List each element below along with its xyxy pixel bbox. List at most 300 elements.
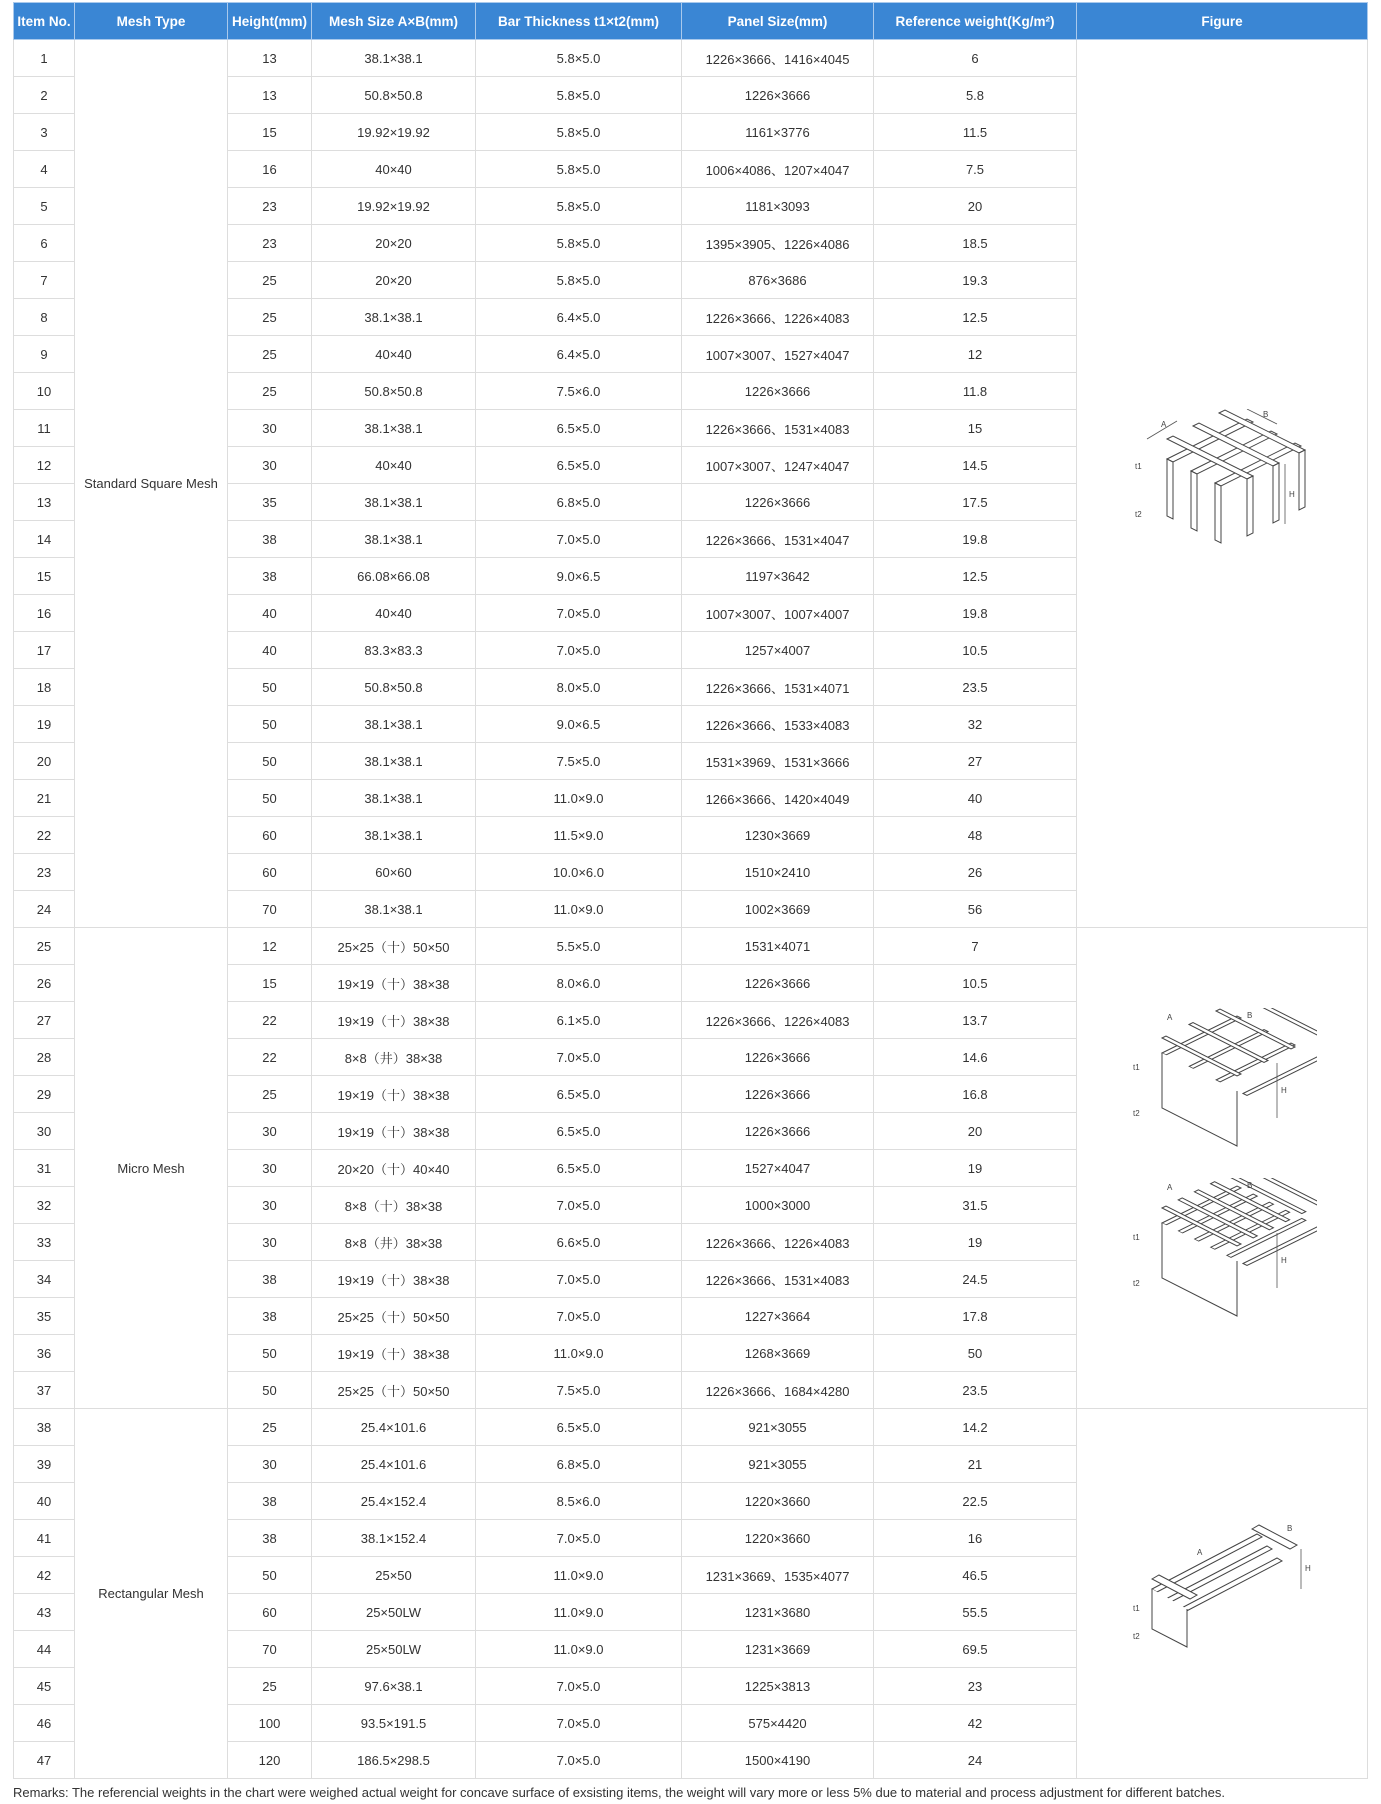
cell-height: 100 <box>228 1705 312 1742</box>
cell-panel-size: 1197×3642 <box>682 558 874 595</box>
cell-height: 30 <box>228 1187 312 1224</box>
cell-bar-thickness: 6.5×5.0 <box>476 1409 682 1446</box>
header-mesh-size: Mesh Size A×B(mm) <box>312 3 476 40</box>
cell-reference-weight: 42 <box>874 1705 1077 1742</box>
cell-panel-size: 1220×3660 <box>682 1520 874 1557</box>
cell-bar-thickness: 6.5×5.0 <box>476 447 682 484</box>
cell-bar-thickness: 7.0×5.0 <box>476 1705 682 1742</box>
cell-bar-thickness: 11.0×9.0 <box>476 1594 682 1631</box>
grating-bar-top <box>1243 1008 1317 1036</box>
cell-mesh-size: 38.1×38.1 <box>312 780 476 817</box>
cell-height: 25 <box>228 1076 312 1113</box>
cell-height: 15 <box>228 114 312 151</box>
dim-label-a: A <box>1167 1013 1173 1022</box>
cell-height: 23 <box>228 188 312 225</box>
cell-reference-weight: 12.5 <box>874 558 1077 595</box>
cell-height: 25 <box>228 373 312 410</box>
cell-panel-size: 1226×3666、1531×4047 <box>682 521 874 558</box>
cell-height: 40 <box>228 632 312 669</box>
cell-reference-weight: 14.2 <box>874 1409 1077 1446</box>
header-mesh-type: Mesh Type <box>75 3 228 40</box>
grating-bar-side <box>1299 450 1305 510</box>
cell-reference-weight: 15 <box>874 410 1077 447</box>
cell-bar-thickness: 6.5×5.0 <box>476 1076 682 1113</box>
cell-height: 70 <box>228 1631 312 1668</box>
cell-mesh-type: Standard Square Mesh <box>75 40 228 928</box>
dim-label-t1: t1 <box>1133 1063 1140 1072</box>
cell-mesh-size: 25.4×152.4 <box>312 1483 476 1520</box>
cell-height: 50 <box>228 1335 312 1372</box>
cell-reference-weight: 19 <box>874 1150 1077 1187</box>
cell-panel-size: 1225×3813 <box>682 1668 874 1705</box>
cell-mesh-size: 8×8（井）38×38 <box>312 1039 476 1076</box>
cell-mesh-size: 83.3×83.3 <box>312 632 476 669</box>
cell-mesh-size: 38.1×38.1 <box>312 299 476 336</box>
cell-mesh-size: 38.1×38.1 <box>312 484 476 521</box>
cell-item-no: 38 <box>14 1409 75 1446</box>
cell-mesh-size: 19×19（十）38×38 <box>312 965 476 1002</box>
cell-item-no: 13 <box>14 484 75 521</box>
cell-height: 50 <box>228 1557 312 1594</box>
cell-panel-size: 1226×3666 <box>682 373 874 410</box>
cell-bar-thickness: 6.4×5.0 <box>476 336 682 373</box>
cell-mesh-size: 19.92×19.92 <box>312 188 476 225</box>
cell-panel-size: 1226×3666 <box>682 1039 874 1076</box>
cell-mesh-size: 25×50 <box>312 1557 476 1594</box>
cell-reference-weight: 20 <box>874 188 1077 225</box>
cell-mesh-size: 60×60 <box>312 854 476 891</box>
cell-item-no: 39 <box>14 1446 75 1483</box>
cell-reference-weight: 11.5 <box>874 114 1077 151</box>
cell-reference-weight: 27 <box>874 743 1077 780</box>
cell-item-no: 15 <box>14 558 75 595</box>
cell-item-no: 1 <box>14 40 75 77</box>
cell-height: 30 <box>228 1113 312 1150</box>
cell-reference-weight: 55.5 <box>874 1594 1077 1631</box>
cell-mesh-size: 20×20 <box>312 225 476 262</box>
cell-height: 40 <box>228 595 312 632</box>
cell-height: 25 <box>228 336 312 373</box>
cell-bar-thickness: 6.1×5.0 <box>476 1002 682 1039</box>
cell-mesh-size: 19×19（十）38×38 <box>312 1076 476 1113</box>
cell-height: 25 <box>228 262 312 299</box>
square-mesh-grating-diagram-icon <box>1127 409 1317 559</box>
cell-reference-weight: 46.5 <box>874 1557 1077 1594</box>
dim-label-t2: t2 <box>1133 1279 1140 1288</box>
cell-item-no: 19 <box>14 706 75 743</box>
cell-item-no: 43 <box>14 1594 75 1631</box>
table-header-row <box>14 3 1368 40</box>
cell-panel-size: 1510×2410 <box>682 854 874 891</box>
cell-item-no: 46 <box>14 1705 75 1742</box>
cell-bar-thickness: 7.0×5.0 <box>476 1261 682 1298</box>
header-reference-weight: Reference weight(Kg/m²) <box>874 3 1077 40</box>
cell-height: 30 <box>228 1150 312 1187</box>
cell-bar-thickness: 11.0×9.0 <box>476 1557 682 1594</box>
cell-height: 15 <box>228 965 312 1002</box>
cell-item-no: 23 <box>14 854 75 891</box>
cell-mesh-type: Micro Mesh <box>75 928 228 1409</box>
cell-reference-weight: 16.8 <box>874 1076 1077 1113</box>
cell-reference-weight: 22.5 <box>874 1483 1077 1520</box>
cell-bar-thickness: 11.0×9.0 <box>476 780 682 817</box>
cell-bar-thickness: 5.8×5.0 <box>476 40 682 77</box>
cell-bar-thickness: 7.0×5.0 <box>476 632 682 669</box>
cell-figure <box>1077 928 1368 1409</box>
dim-label-b: B <box>1263 409 1269 419</box>
cell-mesh-size: 25×50LW <box>312 1631 476 1668</box>
cell-height: 60 <box>228 1594 312 1631</box>
cell-reference-weight: 5.8 <box>874 77 1077 114</box>
cell-reference-weight: 11.8 <box>874 373 1077 410</box>
cell-panel-size: 1226×3666 <box>682 965 874 1002</box>
cell-mesh-size: 19×19（十）38×38 <box>312 1113 476 1150</box>
cell-item-no: 20 <box>14 743 75 780</box>
cell-reference-weight: 12.5 <box>874 299 1077 336</box>
cell-item-no: 18 <box>14 669 75 706</box>
cell-reference-weight: 6 <box>874 40 1077 77</box>
cell-bar-thickness: 7.0×5.0 <box>476 1039 682 1076</box>
cell-reference-weight: 23.5 <box>874 669 1077 706</box>
header-height: Height(mm) <box>228 3 312 40</box>
cell-item-no: 27 <box>14 1002 75 1039</box>
cell-item-no: 5 <box>14 188 75 225</box>
cell-item-no: 40 <box>14 1483 75 1520</box>
cell-panel-size: 1531×4071 <box>682 928 874 965</box>
cell-item-no: 28 <box>14 1039 75 1076</box>
cell-height: 30 <box>228 447 312 484</box>
cell-mesh-size: 38.1×38.1 <box>312 706 476 743</box>
header-figure: Figure <box>1077 3 1368 40</box>
cell-height: 38 <box>228 558 312 595</box>
cell-height: 12 <box>228 928 312 965</box>
cell-reference-weight: 69.5 <box>874 1631 1077 1668</box>
grating-bar-side <box>1247 476 1253 536</box>
cell-panel-size: 1527×4047 <box>682 1150 874 1187</box>
cell-mesh-type: Rectangular Mesh <box>75 1409 228 1779</box>
cell-mesh-size: 19×19（十）38×38 <box>312 1335 476 1372</box>
dim-label-b: B <box>1247 1181 1253 1190</box>
rectangular-mesh-grating-diagram-icon <box>1127 1519 1317 1669</box>
cell-item-no: 8 <box>14 299 75 336</box>
cell-item-no: 9 <box>14 336 75 373</box>
cell-reference-weight: 21 <box>874 1446 1077 1483</box>
cell-bar-thickness: 7.0×5.0 <box>476 1520 682 1557</box>
cell-mesh-size: 25.4×101.6 <box>312 1409 476 1446</box>
cell-panel-size: 1226×3666、1226×4083 <box>682 1224 874 1261</box>
cell-height: 23 <box>228 225 312 262</box>
cell-reference-weight: 17.8 <box>874 1298 1077 1335</box>
cell-panel-size: 1181×3093 <box>682 188 874 225</box>
cell-height: 16 <box>228 151 312 188</box>
cell-item-no: 7 <box>14 262 75 299</box>
cell-bar-thickness: 11.0×9.0 <box>476 1335 682 1372</box>
cell-mesh-size: 66.08×66.08 <box>312 558 476 595</box>
cell-item-no: 36 <box>14 1335 75 1372</box>
cell-bar-thickness: 7.5×6.0 <box>476 373 682 410</box>
cell-reference-weight: 7.5 <box>874 151 1077 188</box>
cell-bar-thickness: 6.4×5.0 <box>476 299 682 336</box>
cell-height: 70 <box>228 891 312 928</box>
cell-bar-thickness: 6.8×5.0 <box>476 484 682 521</box>
cell-reference-weight: 19.8 <box>874 521 1077 558</box>
cell-bar-thickness: 5.8×5.0 <box>476 77 682 114</box>
cell-mesh-size: 38.1×38.1 <box>312 521 476 558</box>
cell-item-no: 14 <box>14 521 75 558</box>
dim-label-t2: t2 <box>1133 1631 1140 1641</box>
cell-reference-weight: 12 <box>874 336 1077 373</box>
micro-mesh-fine-grating-diagram-icon <box>1127 1178 1317 1328</box>
cell-mesh-size: 8×8（井）38×38 <box>312 1224 476 1261</box>
cell-mesh-size: 40×40 <box>312 595 476 632</box>
cell-bar-thickness: 8.0×5.0 <box>476 669 682 706</box>
cell-mesh-size: 38.1×38.1 <box>312 743 476 780</box>
cell-reference-weight: 20 <box>874 1113 1077 1150</box>
cell-item-no: 31 <box>14 1150 75 1187</box>
grating-bar-side <box>1191 471 1197 531</box>
cell-item-no: 29 <box>14 1076 75 1113</box>
cell-panel-size: 1220×3660 <box>682 1483 874 1520</box>
cell-mesh-size: 97.6×38.1 <box>312 1668 476 1705</box>
grating-bar-side <box>1273 463 1279 523</box>
dim-label-t1: t1 <box>1133 1233 1140 1242</box>
cell-height: 50 <box>228 780 312 817</box>
cell-height: 13 <box>228 77 312 114</box>
cell-reference-weight: 48 <box>874 817 1077 854</box>
cell-reference-weight: 23.5 <box>874 1372 1077 1409</box>
cell-panel-size: 1002×3669 <box>682 891 874 928</box>
cell-bar-thickness: 11.0×9.0 <box>476 891 682 928</box>
cell-mesh-size: 19.92×19.92 <box>312 114 476 151</box>
cell-mesh-size: 50.8×50.8 <box>312 373 476 410</box>
cell-panel-size: 1226×3666 <box>682 1076 874 1113</box>
header-bar-thickness: Bar Thickness t1×t2(mm) <box>476 3 682 40</box>
dim-label-h: H <box>1305 1563 1311 1573</box>
cell-bar-thickness: 6.5×5.0 <box>476 1150 682 1187</box>
cell-panel-size: 1226×3666、1684×4280 <box>682 1372 874 1409</box>
cell-height: 60 <box>228 817 312 854</box>
cell-height: 60 <box>228 854 312 891</box>
cell-height: 38 <box>228 1261 312 1298</box>
cell-panel-size: 1007×3007、1247×4047 <box>682 447 874 484</box>
remarks-note: Remarks: The referencial weights in the chart were weighed actual weight for concave surface of exsisting items, the weight will vary more or less 5% due to material and process adjustment for different batches. <box>13 1785 1225 1800</box>
cell-item-no: 47 <box>14 1742 75 1779</box>
cell-item-no: 24 <box>14 891 75 928</box>
cell-panel-size: 1006×4086、1207×4047 <box>682 151 874 188</box>
table-row <box>14 40 1368 77</box>
table-body <box>14 40 1368 1779</box>
cell-panel-size: 1268×3669 <box>682 1335 874 1372</box>
cell-item-no: 32 <box>14 1187 75 1224</box>
cell-mesh-size: 38.1×38.1 <box>312 817 476 854</box>
dim-label-t1: t1 <box>1133 1603 1140 1613</box>
cell-mesh-size: 93.5×191.5 <box>312 1705 476 1742</box>
cell-height: 50 <box>228 669 312 706</box>
cell-panel-size: 1257×4007 <box>682 632 874 669</box>
micro-mesh-grating-diagram-icon <box>1127 1008 1317 1158</box>
cell-item-no: 12 <box>14 447 75 484</box>
cell-panel-size: 921×3055 <box>682 1446 874 1483</box>
dim-label-a: A <box>1167 1183 1173 1192</box>
cell-panel-size: 1007×3007、1007×4007 <box>682 595 874 632</box>
cell-panel-size: 1230×3669 <box>682 817 874 854</box>
cell-item-no: 4 <box>14 151 75 188</box>
dim-label-a: A <box>1161 419 1167 429</box>
cell-item-no: 21 <box>14 780 75 817</box>
table-row <box>14 1409 1368 1446</box>
cell-panel-size: 1231×3669、1535×4077 <box>682 1557 874 1594</box>
cell-bar-thickness: 7.0×5.0 <box>476 1668 682 1705</box>
dim-label-t2: t2 <box>1135 509 1142 519</box>
cell-item-no: 45 <box>14 1668 75 1705</box>
cell-reference-weight: 19.8 <box>874 595 1077 632</box>
cell-mesh-size: 25.4×101.6 <box>312 1446 476 1483</box>
cell-height: 30 <box>228 1446 312 1483</box>
cell-item-no: 34 <box>14 1261 75 1298</box>
dim-label-t1: t1 <box>1135 461 1142 471</box>
cell-mesh-size: 20×20（十）40×40 <box>312 1150 476 1187</box>
cell-height: 50 <box>228 706 312 743</box>
dim-label-t2: t2 <box>1133 1109 1140 1118</box>
cell-reference-weight: 16 <box>874 1520 1077 1557</box>
cell-bar-thickness: 5.8×5.0 <box>476 225 682 262</box>
cell-panel-size: 1266×3666、1420×4049 <box>682 780 874 817</box>
dim-label-a: A <box>1197 1547 1203 1557</box>
cell-panel-size: 1226×3666 <box>682 77 874 114</box>
table-row <box>14 928 1368 965</box>
cell-bar-thickness: 7.0×5.0 <box>476 595 682 632</box>
cell-item-no: 25 <box>14 928 75 965</box>
cell-height: 120 <box>228 1742 312 1779</box>
cell-height: 38 <box>228 521 312 558</box>
cell-mesh-size: 8×8（十）38×38 <box>312 1187 476 1224</box>
cell-height: 35 <box>228 484 312 521</box>
cell-panel-size: 1007×3007、1527×4047 <box>682 336 874 373</box>
cell-mesh-size: 40×40 <box>312 447 476 484</box>
cell-reference-weight: 14.6 <box>874 1039 1077 1076</box>
cell-height: 30 <box>228 410 312 447</box>
cell-panel-size: 1226×3666、1226×4083 <box>682 299 874 336</box>
cell-panel-size: 1226×3666 <box>682 1113 874 1150</box>
cell-bar-thickness: 5.5×5.0 <box>476 928 682 965</box>
cell-reference-weight: 32 <box>874 706 1077 743</box>
cell-height: 22 <box>228 1002 312 1039</box>
cell-reference-weight: 10.5 <box>874 632 1077 669</box>
cell-item-no: 11 <box>14 410 75 447</box>
cell-reference-weight: 18.5 <box>874 225 1077 262</box>
cell-bar-thickness: 6.8×5.0 <box>476 1446 682 1483</box>
cell-item-no: 22 <box>14 817 75 854</box>
cell-height: 25 <box>228 1409 312 1446</box>
cell-bar-thickness: 11.0×9.0 <box>476 1631 682 1668</box>
cell-mesh-size: 50.8×50.8 <box>312 669 476 706</box>
cell-mesh-size: 40×40 <box>312 151 476 188</box>
cell-item-no: 33 <box>14 1224 75 1261</box>
cell-item-no: 41 <box>14 1520 75 1557</box>
cell-item-no: 26 <box>14 965 75 1002</box>
header-item-no: Item No. <box>14 3 75 40</box>
cell-reference-weight: 14.5 <box>874 447 1077 484</box>
cell-bar-thickness: 7.0×5.0 <box>476 1298 682 1335</box>
cell-item-no: 17 <box>14 632 75 669</box>
cell-reference-weight: 24.5 <box>874 1261 1077 1298</box>
cell-item-no: 30 <box>14 1113 75 1150</box>
cell-item-no: 44 <box>14 1631 75 1668</box>
cell-bar-thickness: 7.0×5.0 <box>476 1742 682 1779</box>
cell-reference-weight: 56 <box>874 891 1077 928</box>
cell-bar-thickness: 11.5×9.0 <box>476 817 682 854</box>
cell-height: 38 <box>228 1483 312 1520</box>
grating-spec-table <box>13 2 1368 1779</box>
cell-panel-size: 1226×3666 <box>682 484 874 521</box>
cell-item-no: 3 <box>14 114 75 151</box>
cell-reference-weight: 17.5 <box>874 484 1077 521</box>
cell-mesh-size: 19×19（十）38×38 <box>312 1261 476 1298</box>
cell-reference-weight: 23 <box>874 1668 1077 1705</box>
dim-label-h: H <box>1281 1256 1287 1265</box>
cell-item-no: 10 <box>14 373 75 410</box>
cell-mesh-size: 25×25（十）50×50 <box>312 1372 476 1409</box>
cell-panel-size: 1226×3666、1531×4071 <box>682 669 874 706</box>
cell-mesh-size: 19×19（十）38×38 <box>312 1002 476 1039</box>
cell-mesh-size: 20×20 <box>312 262 476 299</box>
cell-bar-thickness: 8.0×6.0 <box>476 965 682 1002</box>
cell-item-no: 35 <box>14 1298 75 1335</box>
cell-mesh-size: 38.1×38.1 <box>312 40 476 77</box>
cell-mesh-size: 38.1×152.4 <box>312 1520 476 1557</box>
cell-mesh-size: 38.1×38.1 <box>312 410 476 447</box>
cell-bar-thickness: 10.0×6.0 <box>476 854 682 891</box>
cell-panel-size: 1226×3666、1226×4083 <box>682 1002 874 1039</box>
dim-label-h: H <box>1281 1086 1287 1095</box>
cell-mesh-size: 25×25（十）50×50 <box>312 928 476 965</box>
cell-panel-size: 1226×3666、1531×4083 <box>682 1261 874 1298</box>
cell-figure <box>1077 1409 1368 1779</box>
cell-panel-size: 1231×3669 <box>682 1631 874 1668</box>
cell-reference-weight: 19 <box>874 1224 1077 1261</box>
cell-bar-thickness: 5.8×5.0 <box>476 262 682 299</box>
cell-mesh-size: 40×40 <box>312 336 476 373</box>
cell-reference-weight: 26 <box>874 854 1077 891</box>
cell-item-no: 16 <box>14 595 75 632</box>
cell-height: 38 <box>228 1520 312 1557</box>
cell-bar-thickness: 5.8×5.0 <box>476 151 682 188</box>
cell-height: 50 <box>228 1372 312 1409</box>
cell-panel-size: 1231×3680 <box>682 1594 874 1631</box>
cell-panel-size: 1500×4190 <box>682 1742 874 1779</box>
cell-item-no: 42 <box>14 1557 75 1594</box>
cell-mesh-size: 25×25（十）50×50 <box>312 1298 476 1335</box>
dim-label-b: B <box>1287 1523 1293 1533</box>
cell-mesh-size: 38.1×38.1 <box>312 891 476 928</box>
cell-bar-thickness: 9.0×6.5 <box>476 558 682 595</box>
cell-mesh-size: 50.8×50.8 <box>312 77 476 114</box>
cell-reference-weight: 10.5 <box>874 965 1077 1002</box>
cell-mesh-size: 25×50LW <box>312 1594 476 1631</box>
cell-height: 22 <box>228 1039 312 1076</box>
cell-panel-size: 921×3055 <box>682 1409 874 1446</box>
dim-label-h: H <box>1289 489 1295 499</box>
cell-height: 25 <box>228 299 312 336</box>
cell-item-no: 2 <box>14 77 75 114</box>
grating-bar-side <box>1215 483 1221 543</box>
cell-reference-weight: 50 <box>874 1335 1077 1372</box>
cell-height: 30 <box>228 1224 312 1261</box>
cell-panel-size: 1000×3000 <box>682 1187 874 1224</box>
cell-bar-thickness: 6.5×5.0 <box>476 1113 682 1150</box>
cell-reference-weight: 24 <box>874 1742 1077 1779</box>
cell-reference-weight: 13.7 <box>874 1002 1077 1039</box>
